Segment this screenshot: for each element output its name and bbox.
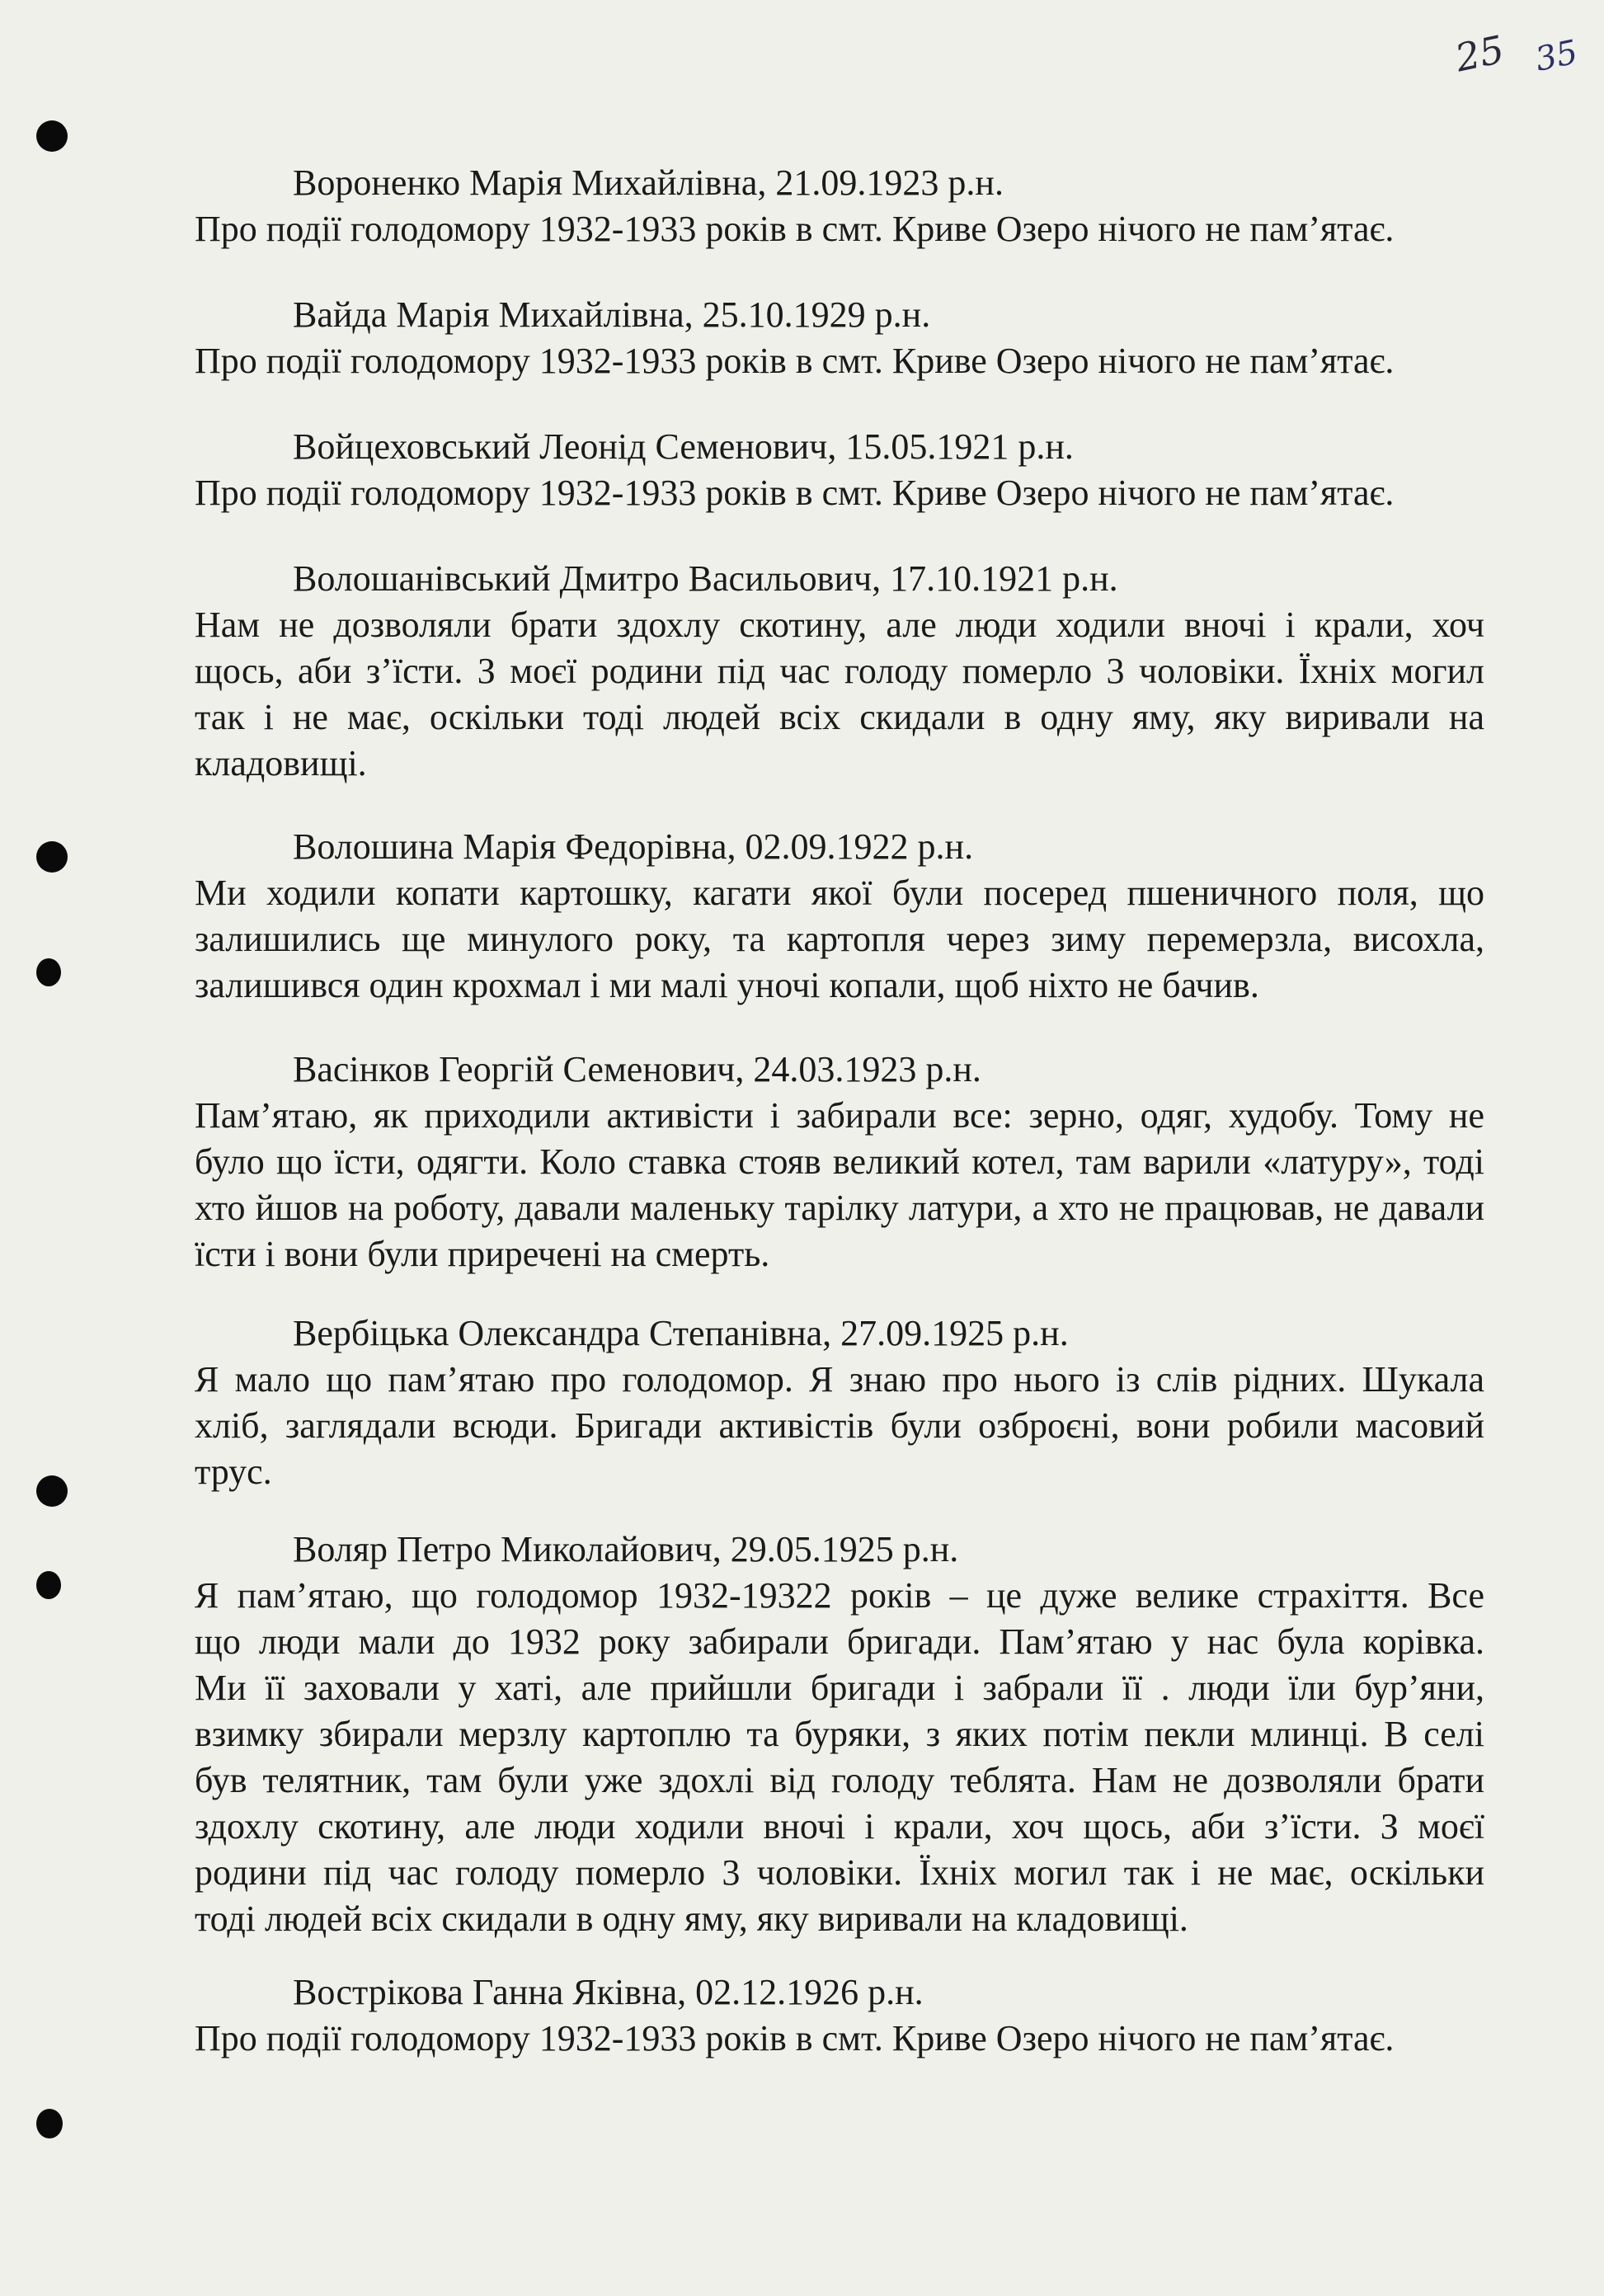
testimony-line: залишився один крохмал і ми малі уночі копали, щоб ніхто не бачив.	[195, 965, 1259, 1005]
testimony-entry	[195, 824, 1484, 1009]
punch-hole	[36, 120, 68, 152]
testimony-line: залишились ще минулого року, та картопля через зиму перемерзла, висохла,	[195, 919, 1484, 959]
punch-hole	[36, 958, 61, 986]
testimony-line: тоді людей всіх скидали в одну яму, яку виривали на кладовищі.	[195, 1898, 1188, 1939]
testimony-entry	[195, 1969, 1484, 2062]
testimony-entry	[195, 1527, 1484, 1942]
testimony-entry	[195, 292, 1484, 384]
testimony-line: Про події голодомору 1932-1933 років в смт. Криве Озеро нічого не пам’ятає.	[195, 2018, 1395, 2058]
testimony-line: був телятник, там були уже здохлі від голоду теблята. Нам не дозволяли брати	[195, 1760, 1484, 1800]
person-heading: Вороненко Марія Михайлівна, 21.09.1923 р.н.	[293, 162, 1004, 203]
testimony-line: Про події голодомору 1932-1933 років в смт. Криве Озеро нічого не пам’ятає.	[195, 473, 1395, 513]
punch-hole	[36, 1475, 68, 1507]
testimony-entry	[195, 1047, 1484, 1277]
person-heading: Волошина Марія Федорівна, 02.09.1922 р.н.	[293, 826, 974, 867]
testimony-line: Пам’ятаю, як приходили активісти і забирали все: зерно, одяг, худобу. Тому не	[195, 1095, 1484, 1136]
testimony-line: родини під час голоду померло 3 чоловіки. Їхніх могил так і не має, оскільки	[195, 1852, 1484, 1893]
testimony-line: щось, аби з’їсти. З моєї родини під час голоду померло 3 чоловіки. Їхніх могил	[195, 651, 1484, 691]
testimony-line: Я мало що пам’ятаю про голодомор. Я знаю про нього із слів рідних. Шукала	[195, 1359, 1484, 1400]
punch-hole	[36, 841, 68, 873]
person-heading: Вострікова Ганна Яківна, 02.12.1926 р.н.	[293, 1972, 924, 2012]
testimony-line: Ми ходили копати картошку, кагати якої були посеред пшеничного поля, що	[195, 873, 1484, 913]
testimony-line: хліб, заглядали всюди. Бригади активістів були озброєні, вони робили масовий	[195, 1405, 1484, 1446]
testimony-line: Ми її заховали у хаті, але прийшли бригади і забрали її . люди їли бур’яни,	[195, 1668, 1484, 1708]
person-heading: Воляр Петро Миколайович, 29.05.1925 р.н.	[293, 1529, 959, 1569]
page-number-stamped: 25	[1451, 26, 1508, 81]
person-heading: Васінков Георгій Семенович, 24.03.1923 р.н.	[293, 1049, 981, 1089]
punch-hole	[36, 2109, 63, 2138]
testimony-entry	[195, 1310, 1484, 1495]
testimony-line: що люди мали до 1932 року забирали бригади. Пам’ятаю у нас була корівка.	[195, 1621, 1484, 1662]
person-heading: Войцеховський Леонід Семенович, 15.05.1921 р.н.	[293, 426, 1074, 467]
testimony-line: кладовищі.	[195, 743, 367, 783]
testimony-entry	[195, 556, 1484, 787]
person-heading: Вербіцька Олександра Степанівна, 27.09.1925 р.н.	[293, 1313, 1069, 1353]
testimony-line: так і не має, оскільки тоді людей всіх скидали в одну яму, яку виривали на	[195, 697, 1484, 737]
testimony-entry	[195, 424, 1484, 516]
testimony-line: Я пам’ятаю, що голодомор 1932-19322 років – це дуже велике страхіття. Все	[195, 1575, 1484, 1616]
testimony-entry	[195, 160, 1484, 252]
testimony-line: хто йшов на роботу, давали маленьку тарілку латури, а хто не працював, не давали	[195, 1188, 1484, 1228]
person-heading: Волошанівський Дмитро Васильович, 17.10.1921 р.н.	[293, 558, 1118, 599]
testimony-line: Про події голодомору 1932-1933 років в смт. Криве Озеро нічого не пам’ятає.	[195, 341, 1395, 381]
testimony-line: здохлу скотину, але люди ходили вночі і крали, хоч щось, аби з’їсти. З моєї	[195, 1806, 1484, 1847]
person-heading: Вайда Марія Михайлівна, 25.10.1929 р.н.	[293, 294, 931, 335]
punch-hole	[36, 1571, 61, 1599]
testimony-line: Про події голодомору 1932-1933 років в смт. Криве Озеро нічого не пам’ятає.	[195, 209, 1395, 249]
page-number-handwritten: 35	[1531, 33, 1582, 79]
testimony-line: взимку збирали мерзлу картоплю та буряки, з яких потім пекли млинці. В селі	[195, 1714, 1484, 1754]
testimony-line: Нам не дозволяли брати здохлу скотину, але люди ходили вночі і крали, хоч	[195, 605, 1484, 645]
testimony-line: їсти і вони були приречені на смерть.	[195, 1234, 770, 1274]
testimony-line: було що їсти, одягти. Коло ставка стояв великий котел, там варили «латуру», тоді	[195, 1141, 1484, 1182]
testimony-line: трус.	[195, 1451, 272, 1492]
